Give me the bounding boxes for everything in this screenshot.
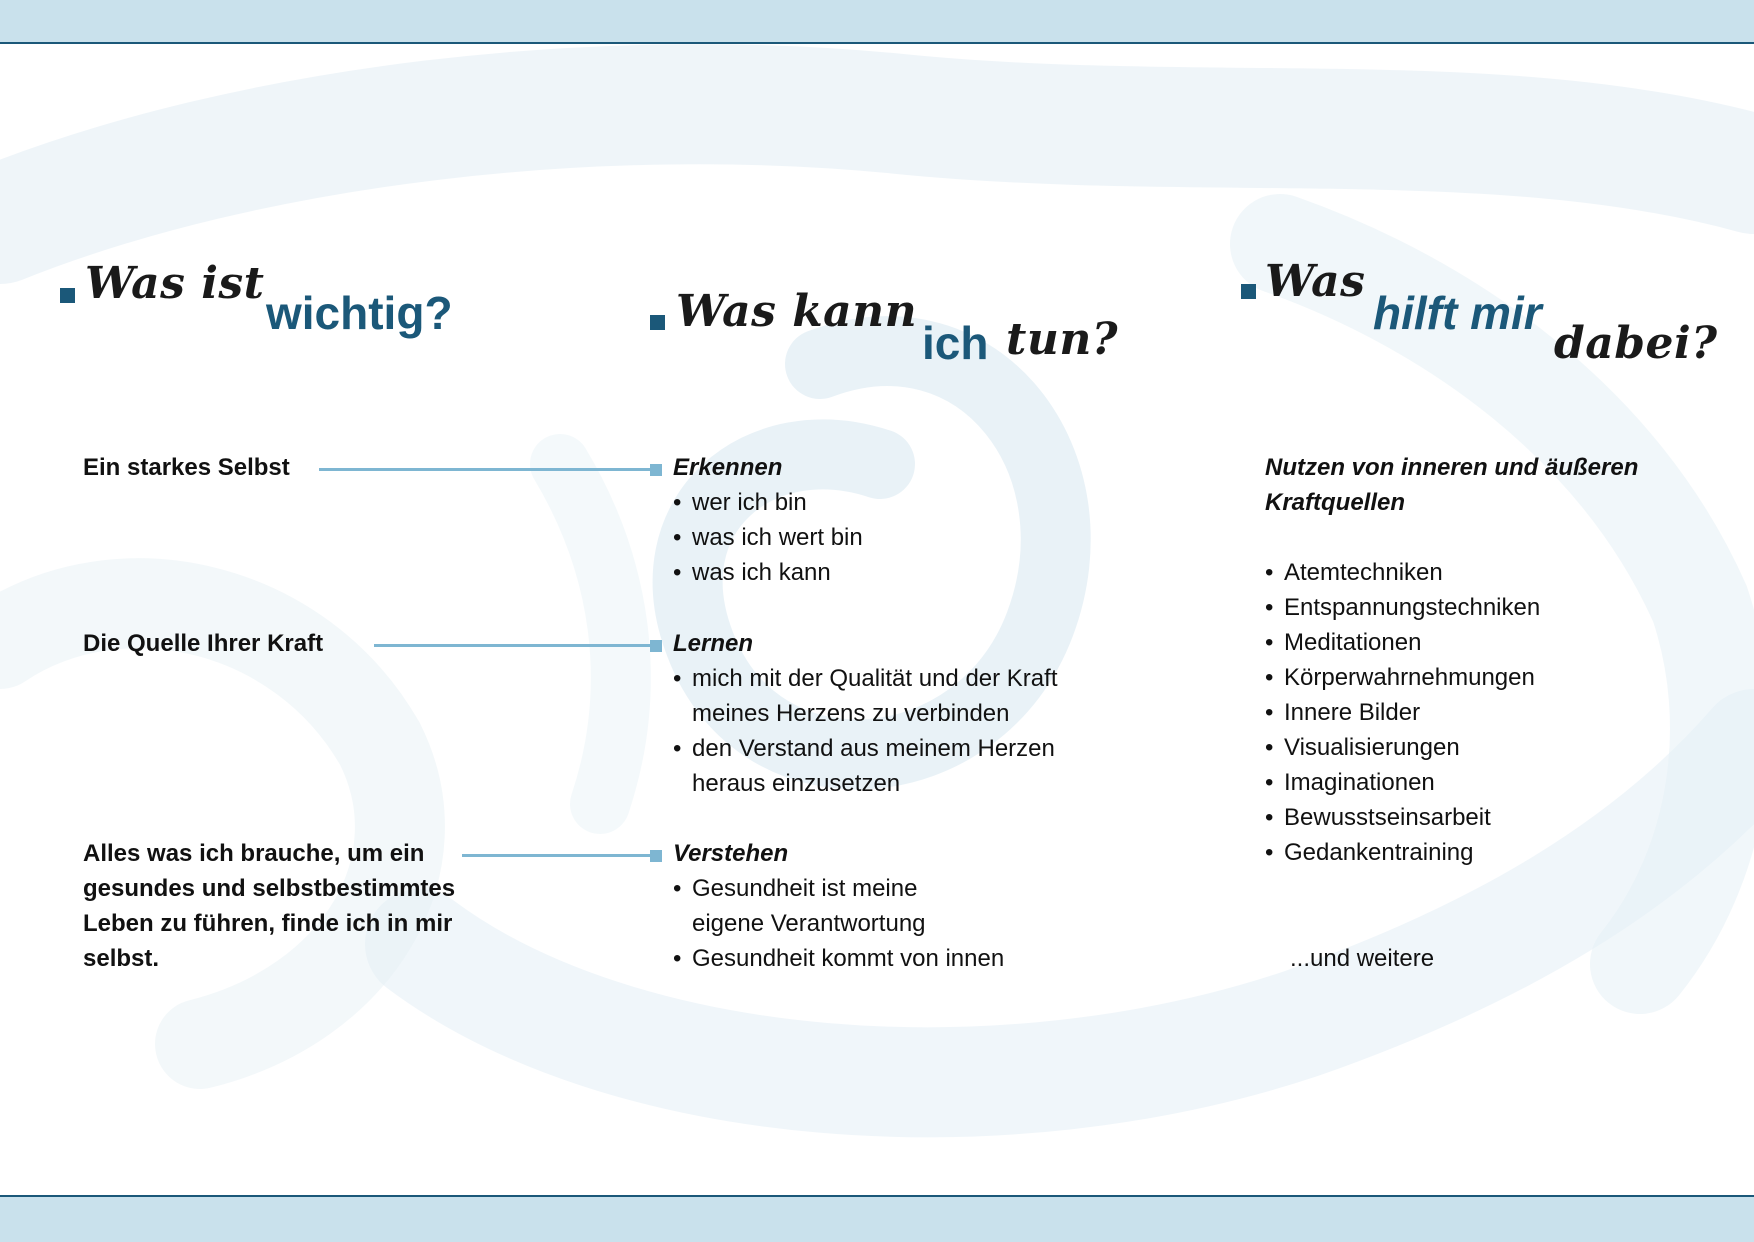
heading-2-serif-end: tun? — [1006, 314, 1119, 365]
list-item: • Imaginationen — [1265, 765, 1540, 800]
connector-line-3 — [462, 854, 652, 857]
heading-2-blue: ich — [922, 317, 989, 369]
top-band — [0, 0, 1754, 44]
list-item: • was ich kann — [673, 555, 863, 590]
list-item: • Atemtechniken — [1265, 555, 1540, 590]
heading-marker-2 — [650, 315, 665, 330]
heading-3-blue: hilft mir — [1373, 287, 1542, 339]
heading-3-serif-end: dabei? — [1554, 318, 1718, 369]
left-label-quelle-ihrer-kraft: Die Quelle Ihrer Kraft — [83, 630, 324, 657]
list-item: • wer ich bin — [673, 485, 863, 520]
middle-section-verstehen — [673, 836, 1005, 976]
list-item: • mich mit der Qualität und der Kraft meines Herzens zu verbinden — [673, 661, 1133, 731]
list-item: • Gedankentraining — [1265, 835, 1540, 870]
left-label-starkes-selbst: Ein starkes Selbst — [83, 454, 290, 481]
list-item: • was ich wert bin — [673, 520, 863, 555]
list-item: • Körperwahrnehmungen — [1265, 660, 1540, 695]
middle-section-title: Verstehen — [673, 840, 789, 867]
heading-1-blue: wichtig? — [266, 287, 453, 339]
right-intro: Nutzen von inneren und äußeren Kraftquellen — [1265, 454, 1639, 516]
heading-1-serif: Was ist — [85, 258, 265, 309]
middle-section-title: Lernen — [673, 630, 754, 657]
middle-section-erkennen — [673, 450, 863, 590]
list-item: • Gesundheit kommt von innen — [673, 941, 963, 976]
list-item: • Entspannungstechniken — [1265, 590, 1540, 625]
heading-2-serif: Was kann — [676, 286, 918, 337]
list-item: • den Verstand aus meinem Herzen heraus einzusetzen — [673, 731, 1133, 801]
heading-3-serif: Was — [1265, 256, 1366, 307]
list-item: • Visualisierungen — [1265, 730, 1540, 765]
connector-line-2 — [374, 644, 652, 647]
list-item: • Meditationen — [1265, 625, 1540, 660]
middle-section-title: Erkennen — [673, 454, 783, 481]
bottom-band — [0, 1195, 1754, 1242]
list-item: • Innere Bilder — [1265, 695, 1540, 730]
left-label-alles-was-ich-brauche: Alles was ich brauche, um ein gesundes und selbstbestimmtes Leben zu führen, finde ich in mir selbst. — [83, 840, 456, 972]
right-technique-list — [1265, 555, 1540, 870]
heading-marker-3 — [1241, 284, 1256, 299]
connector-node-3 — [650, 850, 662, 862]
right-more-text: ...und weitere — [1290, 945, 1435, 972]
connector-node-1 — [650, 464, 662, 476]
heading-marker-1 — [60, 288, 75, 303]
connector-node-2 — [650, 640, 662, 652]
middle-section-lernen — [673, 626, 1133, 801]
connector-line-1 — [319, 468, 652, 471]
list-item: • Bewusstseinsarbeit — [1265, 800, 1540, 835]
list-item: • Gesundheit ist meine eigene Verantwortung — [673, 871, 963, 941]
